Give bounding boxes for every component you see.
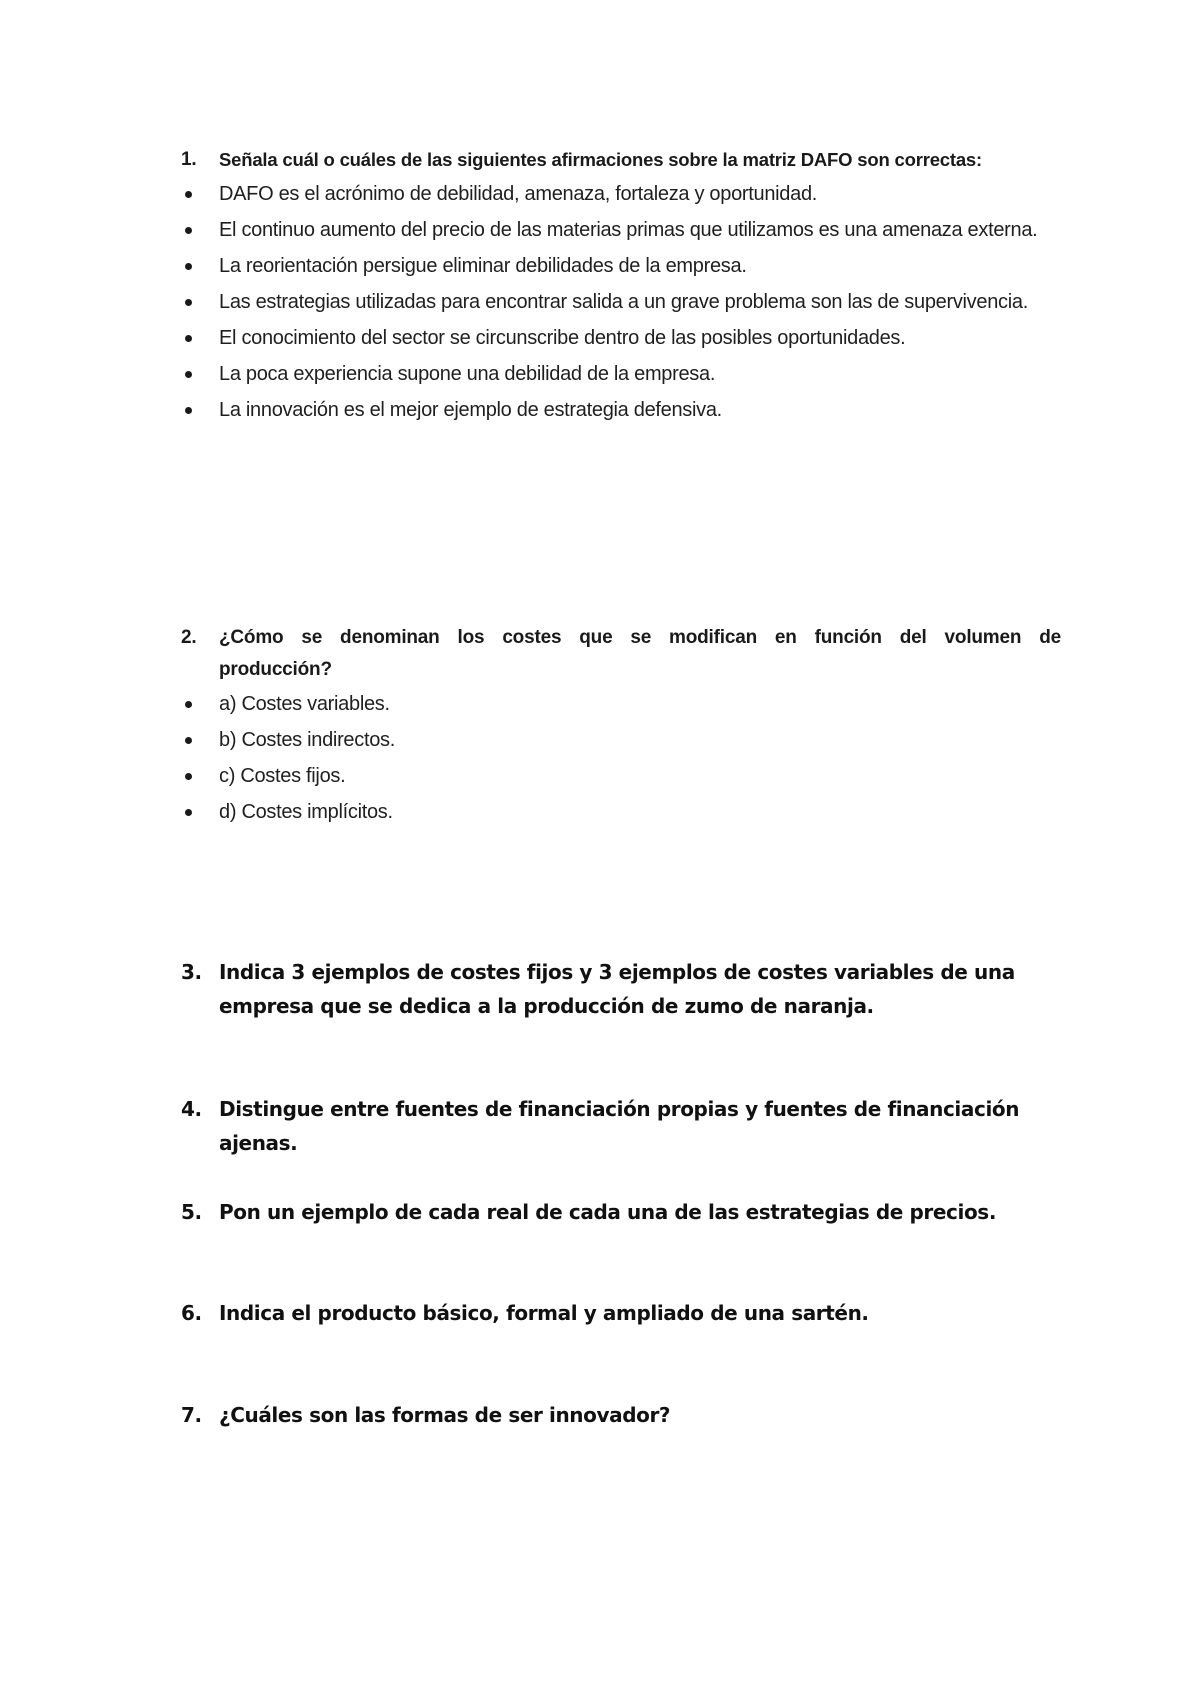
question-number: 6.: [181, 1301, 202, 1325]
bullet-icon: [181, 722, 219, 758]
question-number: 2.: [181, 627, 197, 648]
list-item: [181, 356, 1061, 392]
list-item-text: d) Costes implícitos.: [219, 801, 393, 823]
bullet-icon: [181, 176, 219, 212]
question-title: Señala cuál o cuáles de las siguientes afirmaciones sobre la matriz DAFO son correctas:: [219, 149, 982, 170]
question-1: [181, 144, 1061, 428]
question-number: 4.: [181, 1097, 202, 1121]
list-item: [181, 794, 1061, 830]
question-5-heading: [181, 1195, 1061, 1229]
bullet-icon: [181, 320, 219, 356]
question-title: ¿Cuáles son las formas de ser innovador?: [219, 1403, 671, 1427]
list-item-text: a) Costes variables.: [219, 693, 390, 715]
list-item-text: c) Costes fijos.: [219, 765, 346, 787]
answer-list: [181, 176, 1061, 428]
list-item: [181, 392, 1061, 428]
list-item-text: La reorientación persigue eliminar debilidades de la empresa.: [219, 255, 747, 277]
question-title: Distingue entre fuentes de financiación propias y fuentes de financiación ajenas.: [219, 1097, 1020, 1155]
question-title: Pon un ejemplo de cada real de cada una de las estrategias de precios.: [219, 1200, 997, 1224]
question-title: Indica 3 ejemplos de costes fijos y 3 ejemplos de costes variables de una empresa que se dedica a la producción de zumo de naranja.: [219, 960, 1015, 1018]
question-number: 1.: [181, 149, 197, 170]
question-1-heading: [181, 144, 1061, 176]
list-item: [181, 176, 1061, 212]
list-item-text: El continuo aumento del precio de las materias primas que utilizamos es una amenaza externa.: [219, 219, 1038, 241]
bullet-icon: [181, 284, 219, 320]
list-item: [181, 284, 1061, 320]
question-3-heading: [181, 955, 1061, 1023]
question-4-heading: [181, 1092, 1061, 1160]
question-7: [181, 1398, 1061, 1432]
question-number: 7.: [181, 1403, 202, 1427]
list-item: [181, 758, 1061, 794]
question-2-heading: [181, 622, 1061, 686]
list-item-text: La innovación es el mejor ejemplo de estrategia defensiva.: [219, 399, 722, 421]
question-title: ¿Cómo se denominan los costes que se modifican en función del volumen de producción?: [219, 627, 1061, 680]
bullet-icon: [181, 686, 219, 722]
bullet-icon: [181, 794, 219, 830]
list-item-text: El conocimiento del sector se circunscribe dentro de las posibles oportunidades.: [219, 327, 906, 349]
question-title: Indica el producto básico, formal y ampliado de una sartén.: [219, 1301, 869, 1325]
question-3: [181, 955, 1061, 1023]
list-item-text: DAFO es el acrónimo de debilidad, amenaza, fortaleza y oportunidad.: [219, 183, 818, 205]
list-item-text: b) Costes indirectos.: [219, 729, 395, 751]
bullet-icon: [181, 356, 219, 392]
list-item: [181, 248, 1061, 284]
question-2: [181, 622, 1061, 830]
bullet-icon: [181, 248, 219, 284]
answer-list: [181, 686, 1061, 830]
question-number: 3.: [181, 960, 202, 984]
question-7-heading: [181, 1398, 1061, 1432]
question-6: [181, 1296, 1061, 1330]
question-4: [181, 1092, 1061, 1160]
list-item: [181, 722, 1061, 758]
list-item: [181, 320, 1061, 356]
list-item-text: Las estrategias utilizadas para encontrar salida a un grave problema son las de supervivencia.: [219, 291, 1028, 313]
bullet-icon: [181, 212, 219, 248]
question-5: [181, 1195, 1061, 1229]
bullet-icon: [181, 392, 219, 428]
question-6-heading: [181, 1296, 1061, 1330]
bullet-icon: [181, 758, 219, 794]
question-number: 5.: [181, 1200, 202, 1224]
list-item-text: La poca experiencia supone una debilidad de la empresa.: [219, 363, 716, 385]
list-item: [181, 212, 1061, 248]
list-item: [181, 686, 1061, 722]
